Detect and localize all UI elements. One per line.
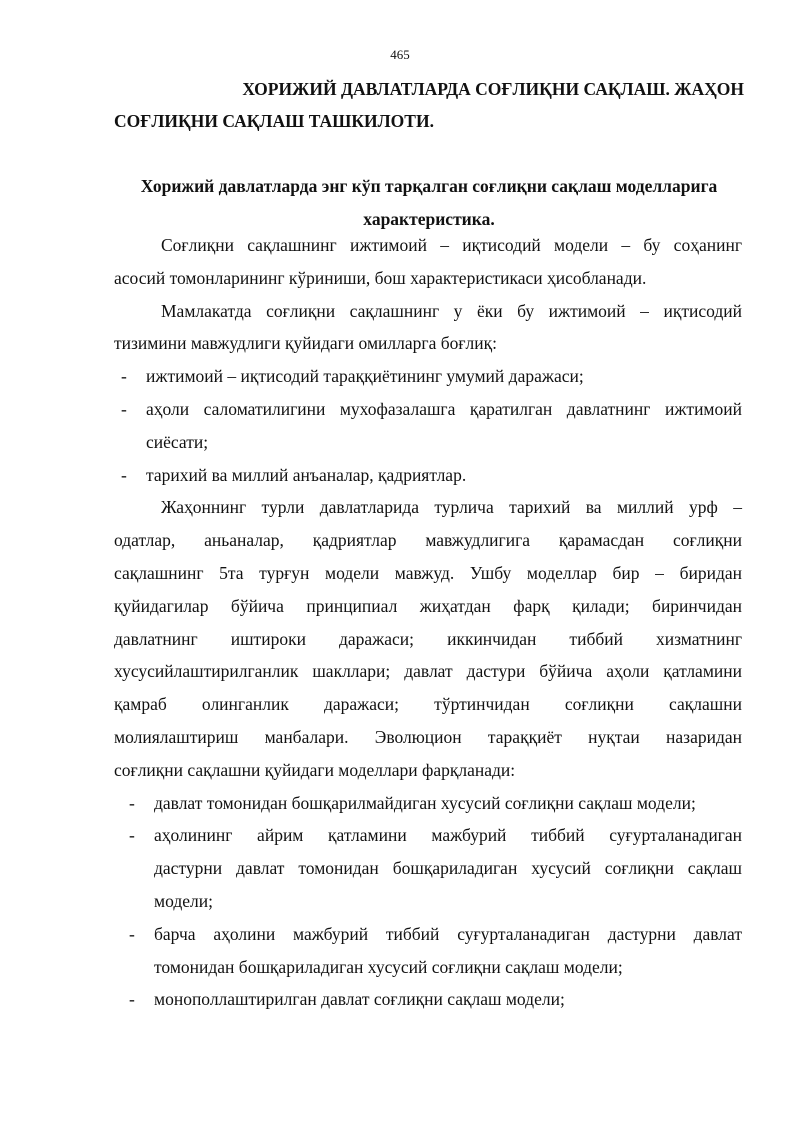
paragraph-line: давлатнинг иштироки даражаси; иккинчидан тиббий хизматнинг <box>114 628 742 649</box>
list-item-text: давлат томонидан бошқарилмайдиган хусусий соғлиқни сақлаш модели; <box>154 792 696 813</box>
list-bullet: - <box>129 923 135 944</box>
paragraph-line: соғлиқни сақлашни қуйидаги моделлари фарқланади: <box>114 759 516 780</box>
factors-list <box>114 360 742 491</box>
section-heading-line-2: характеристика. <box>363 209 495 229</box>
list-item-text: дастурни давлат томонидан бошқариладиган хусусий соғлиқни сақлаш <box>154 858 742 879</box>
list-item-text: сиёсати; <box>146 431 209 452</box>
list-item <box>114 819 742 917</box>
paragraph-line: сақлашнинг 5та турғун модели мавжуд. Ушбу моделлар бир – биридан <box>114 562 742 583</box>
paragraph-3 <box>114 491 742 786</box>
list-item-text: аҳолининг айрим қатламини мажбурий тиббий суғурталанадиган <box>154 825 742 846</box>
list-item-text: томонидан бошқариладиган хусусий соғлиқни сақлаш модели; <box>154 956 623 977</box>
paragraph-line: Мамлакатда соғлиқни сақлашнинг у ёки бу ижтимоий – иқтисодий <box>161 300 742 321</box>
list-bullet: - <box>129 825 135 846</box>
paragraph-line: қамраб олинганлик даражаси; тўртинчидан соғлиқни сақлашни <box>114 694 742 715</box>
paragraph-line: асосий томонларининг кўриниши, бош характеристикаси ҳисобланади. <box>114 267 647 288</box>
title-line-2: СОҒЛИҚНИ САҚЛАШ ТАШКИЛОТИ. <box>114 111 434 131</box>
paragraph-line: тизимини мавжудлиги қуйидаги омилларга боғлиқ: <box>114 333 498 354</box>
list-item-text: барча аҳолини мажбурий тиббий суғурталанадиган дастурни давлат <box>154 923 742 944</box>
paragraph-line: хусусийлаштирилганлик шакллари; давлат дастури бўйича аҳоли қатламини <box>114 661 742 682</box>
list-item <box>114 393 742 459</box>
paragraph-line: Соғлиқни сақлашнинг ижтимоий – иқтисодий модели – бу соҳанинг <box>161 235 742 255</box>
section-heading <box>114 170 744 236</box>
list-item-text: ижтимоий – иқтисодий тараққиётининг умумий даражаси; <box>146 366 584 387</box>
paragraph-1 <box>114 229 742 295</box>
list-bullet: - <box>121 366 127 387</box>
title-line-1: ХОРИЖИЙ ДАВЛАТЛАРДА СОҒЛИҚНИ САҚЛАШ. ЖАҲОН <box>242 79 744 99</box>
paragraph-2 <box>114 295 742 361</box>
page-number: 465 <box>390 47 410 62</box>
paragraph-line: қуйидагилар бўйича принципиал жиҳатдан фарқ қилади; биринчидан <box>114 595 742 616</box>
paragraph-line: одатлар, аньаналар, қадриятлар мавжудлигига қарамасдан соғлиқни <box>114 530 742 551</box>
list-item-text: аҳоли саломатилигини мухофазалашга қаратилган давлатнинг ижтимоий <box>146 398 742 419</box>
list-bullet: - <box>121 398 127 419</box>
list-bullet: - <box>129 792 135 813</box>
list-item-text: модели; <box>154 890 213 911</box>
list-item-text: тарихий ва миллий анъаналар, қадриятлар. <box>146 464 467 485</box>
body-text <box>114 229 742 1016</box>
list-item-text: монополлаштирилган давлат соғлиқни сақлаш модели; <box>154 989 565 1010</box>
list-item <box>114 360 742 393</box>
section-heading-line-1: Хорижий давлатларда энг кўп тарқалган соғлиқни сақлаш моделларига <box>140 176 718 196</box>
list-item <box>114 983 742 1016</box>
list-bullet: - <box>129 989 135 1010</box>
paragraph-line: молиялаштириш манбалари. Эволюцион тараққиёт нуқтаи назаридан <box>114 726 742 747</box>
list-item <box>114 787 742 820</box>
list-item <box>114 918 742 984</box>
page-title <box>114 73 744 137</box>
models-list <box>114 787 742 1017</box>
paragraph-line: Жаҳоннинг турли давлатларида турлича тарихий ва миллий урф – <box>161 497 742 518</box>
list-item <box>114 459 742 492</box>
list-bullet: - <box>121 464 127 485</box>
